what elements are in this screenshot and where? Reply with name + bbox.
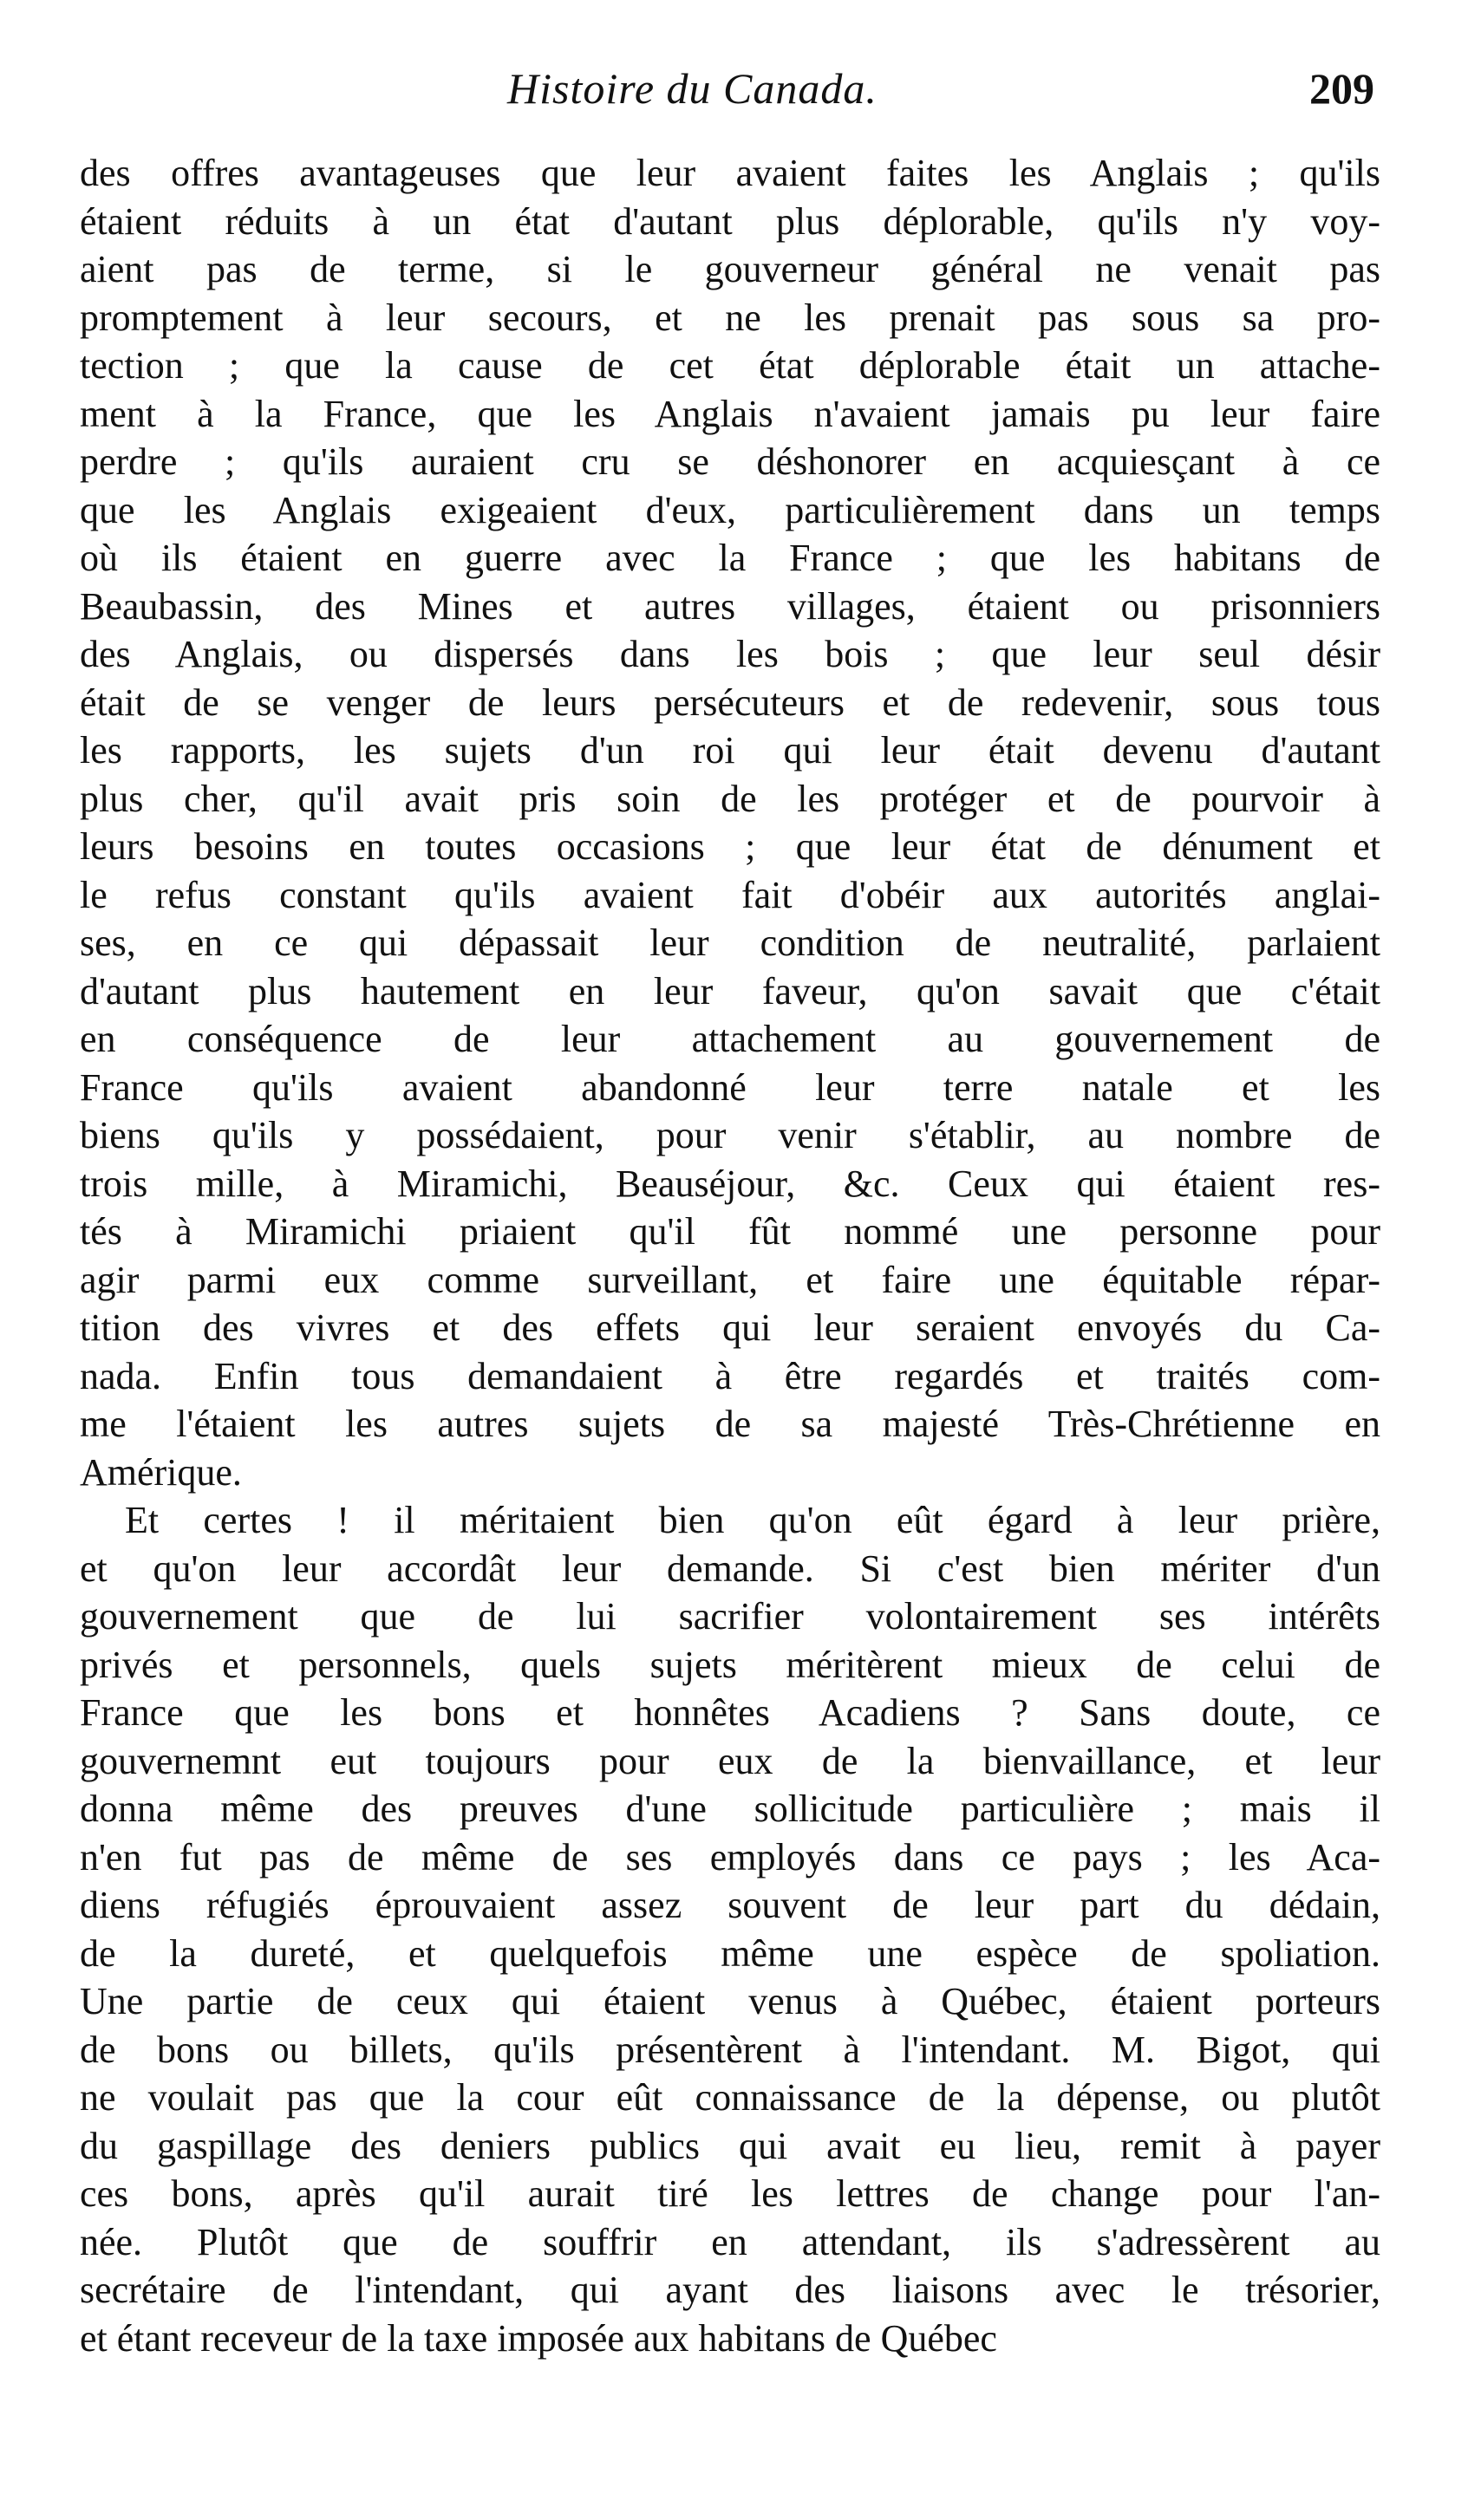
text-line: ses, en ce qui dépassait leur condition de neutralité, parlaient <box>80 921 1380 964</box>
text-line: promptement à leur secours, et ne les prenait pas sous sa pro- <box>80 296 1380 339</box>
text-line: aient pas de terme, si le gouverneur général ne venait pas <box>80 248 1380 290</box>
text-line: Beaubassin, des Mines et autres villages, étaient ou prisonniers <box>80 584 1380 628</box>
text-line: les rapports, les sujets d'un roi qui leur était devenu d'autant <box>80 729 1380 772</box>
text-line: ne voulait pas que la cour eût connaissance de la dépense, ou plutôt <box>80 2076 1380 2119</box>
text-line: de bons ou billets, qu'ils présentèrent à l'intendant. M. Bigot, qui <box>80 2028 1380 2071</box>
text-line: nada. Enfin tous demandaient à être regardés et traités com- <box>80 1354 1380 1397</box>
text-line: secrétaire de l'intendant, qui ayant des liaisons avec le trésorier, <box>80 2269 1380 2311</box>
running-title: Histoire du Canada. <box>507 64 878 113</box>
text-line: était de se venger de leurs persécuteurs et de redevenir, sous tous <box>80 680 1380 724</box>
paragraph-end-line: Amérique. <box>80 1450 242 1494</box>
page-number: 209 <box>1309 64 1374 113</box>
text-line: biens qu'ils y possédaient, pour venir s'établir, au nombre de <box>80 1114 1380 1156</box>
text-line: étaient réduits à un état d'autant plus déplorable, qu'ils n'y voy- <box>80 199 1380 243</box>
text-line: n'en fut pas de même de ses employés dans ce pays ; les Aca- <box>80 1835 1380 1879</box>
text-line: leurs besoins en toutes occasions ; que leur état de dénument et <box>80 825 1380 868</box>
text-line: ces bons, après qu'il aurait tiré les lettres de change pour l'an- <box>80 2172 1380 2215</box>
text-line: me l'étaient les autres sujets de sa majesté Très-Chrétienne en <box>80 1403 1380 1445</box>
text-line: et qu'on leur accordât leur demande. Si c'est bien mériter d'un <box>80 1547 1380 1590</box>
text-line: d'autant plus hautement en leur faveur, qu'on savait que c'était <box>80 969 1380 1013</box>
text-line: gouvernement que de lui sacrifier volontairement ses intérêts <box>80 1595 1380 1638</box>
text-line: en conséquence de leur attachement au gouvernement de <box>80 1018 1380 1060</box>
text-line: trois mille, à Miramichi, Beauséjour, &c. Ceux qui étaient res- <box>80 1162 1380 1205</box>
text-line: diens réfugiés éprouvaient assez souvent de leur part du dédain, <box>80 1884 1380 1926</box>
text-line: donna même des preuves d'une sollicitude particulière ; mais il <box>80 1787 1380 1830</box>
paragraph-start-line: Et certes ! il méritaient bien qu'on eût égard à leur prière, <box>125 1499 1380 1541</box>
running-head <box>0 54 1468 123</box>
text-line: agir parmi eux comme surveillant, et faire une équitable répar- <box>80 1258 1380 1301</box>
text-line: des Anglais, ou dispersés dans les bois ; que leur seul désir <box>80 633 1380 675</box>
text-line: plus cher, qu'il avait pris soin de les protéger et de pourvoir à <box>80 777 1380 820</box>
text-line: ment à la France, que les Anglais n'avaient jamais pu leur faire <box>80 392 1380 435</box>
body-text <box>80 149 1380 2362</box>
text-line: de la dureté, et quelquefois même une espèce de spoliation. <box>80 1931 1380 1975</box>
text-line: où ils étaient en guerre avec la France ; que les habitans de <box>80 537 1380 579</box>
text-line: privés et personnels, quels sujets méritèrent mieux de celui de <box>80 1643 1380 1686</box>
text-line: le refus constant qu'ils avaient fait d'obéir aux autorités anglai- <box>80 873 1380 916</box>
text-line: que les Anglais exigeaient d'eux, particulièrement dans un temps <box>80 488 1380 531</box>
text-line: France que les bons et honnêtes Acadiens ? Sans doute, ce <box>80 1691 1380 1734</box>
text-line: et étant receveur de la taxe imposée aux habitans de Québec <box>80 2316 997 2360</box>
text-line: gouvernemnt eut toujours pour eux de la bienvaillance, et leur <box>80 1739 1380 1782</box>
text-line: tection ; que la cause de cet état déplorable était un attache- <box>80 344 1380 387</box>
text-line: née. Plutôt que de souffrir en attendant, ils s'adressèrent au <box>80 2220 1380 2263</box>
text-line: du gaspillage des deniers publics qui avait eu lieu, remit à payer <box>80 2124 1380 2167</box>
text-line: tés à Miramichi priaient qu'il fût nommé une personne pour <box>80 1210 1380 1253</box>
text-line: des offres avantageuses que leur avaient faites les Anglais ; qu'ils <box>80 152 1380 194</box>
text-line: Une partie de ceux qui étaient venus à Québec, étaient porteurs <box>80 1980 1380 2022</box>
text-line: tition des vivres et des effets qui leur seraient envoyés du Ca- <box>80 1306 1380 1349</box>
text-line: France qu'ils avaient abandonné leur terre natale et les <box>80 1065 1380 1109</box>
text-line: perdre ; qu'ils auraient cru se déshonorer en acquiesçant à ce <box>80 440 1380 483</box>
